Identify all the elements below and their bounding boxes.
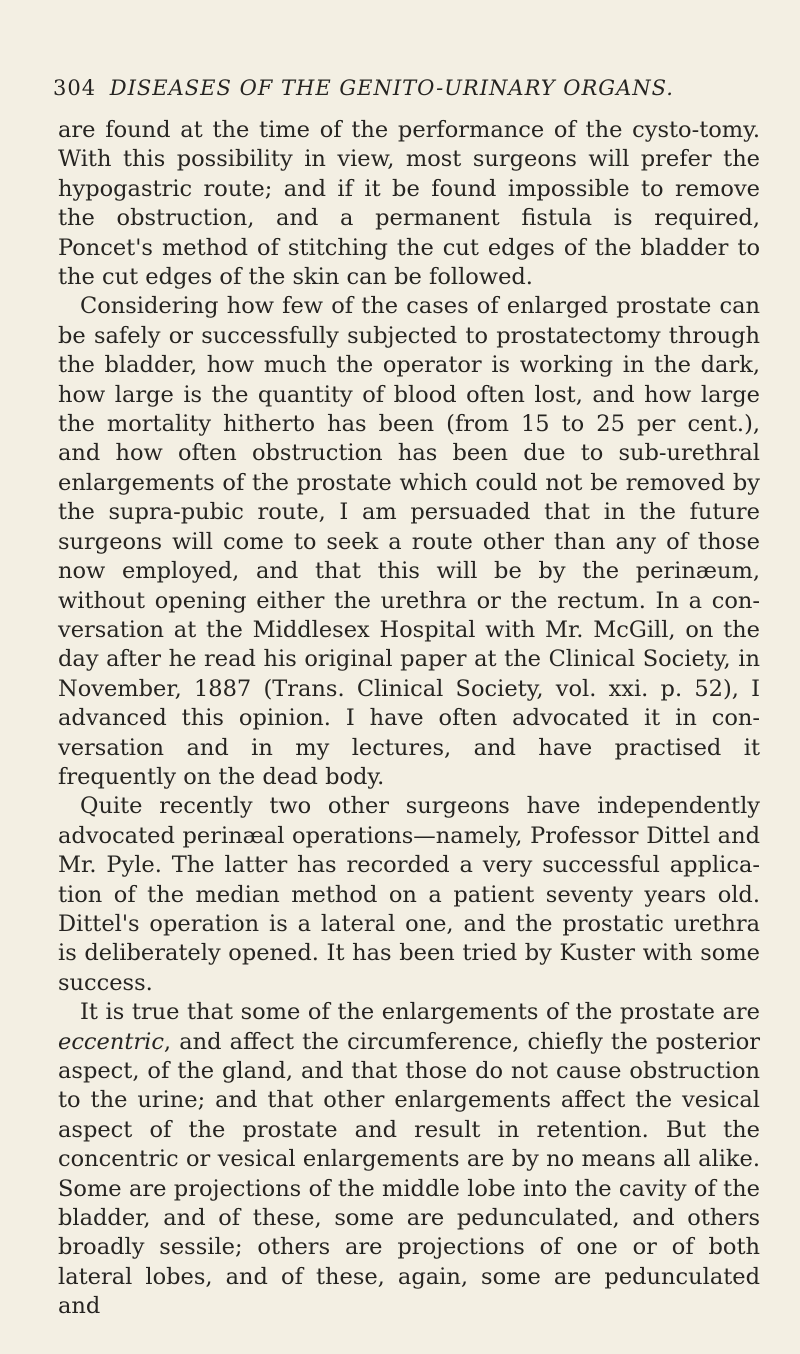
body-text [58,116,760,1322]
paragraph-4-text-start: It is true that some of the enlargements of the prostate are [80,999,760,1026]
paragraph-4-text-end: , and affect the circumference, chiefly the posterior aspect, of the gland, and that those do not cause obstruction to the urine; and that other enlargements affect the vesical aspect of the prostate and result in retention. But the concentric or vesical enlargements are by no means all alike. Some are projections of the middle lobe into the cavity of the bladder, and of these, some are pedunculated, and others broadly sessile; others are projections of one or of both lateral lobes, and of these, again, some are pedunculated and [58,1028,760,1320]
running-title: DISEASES OF THE GENITO-URINARY ORGANS. [109,76,674,100]
paragraph-1: are found at the time of the performance of the cysto-tomy. With this possibility in view, most surgeons will prefer the hypogastric route; and if it be found impossible to remove the obstruction, and a permanent fistula is required, Poncet's method of stitching the cut edges of the bladder to the cut edges of the skin can be followed. [58,117,760,291]
paragraph-3: Quite recently two other surgeons have independently advocated perinæal operations—namely, Professor Dittel and Mr. Pyle. The latter has recorded a very successful applica-tion of the median method on a patient seventy years old. Dittel's operation is a lateral one, and the prostatic urethra is deliberately opened. It has been tried by Kuster with some success. [58,793,760,996]
running-header [53,76,760,110]
paragraph-2: Considering how few of the cases of enlarged prostate can be safely or successfully subjected to prostatectomy through the bladder, how much the operator is working in the dark, how large is the quantity of blood often lost, and how large the mortality hitherto has been (from 15 to 25 per cent.), and how often obstruction has been due to sub-urethral enlargements of the prostate which could not be removed by the supra-pubic route, I am persuaded that in the future surgeons will come to seek a route other than any of those now employed, and that this will be by the perinæum, without opening either the urethra or the rectum. In a con-versation at the Middlesex Hospital with Mr. McGill, on the day after he read his original paper at the Clinical Society, in November, 1887 (Trans. Clinical Society, vol. xxi. p. 52), I advanced this opinion. I have often advocated it in con-versation and in my lectures, and have practised it frequently on the dead body. [58,293,760,790]
page-number: 304 [53,76,97,100]
emphasized-term: eccentric [58,1028,164,1055]
paragraph-4 [58,998,760,1321]
